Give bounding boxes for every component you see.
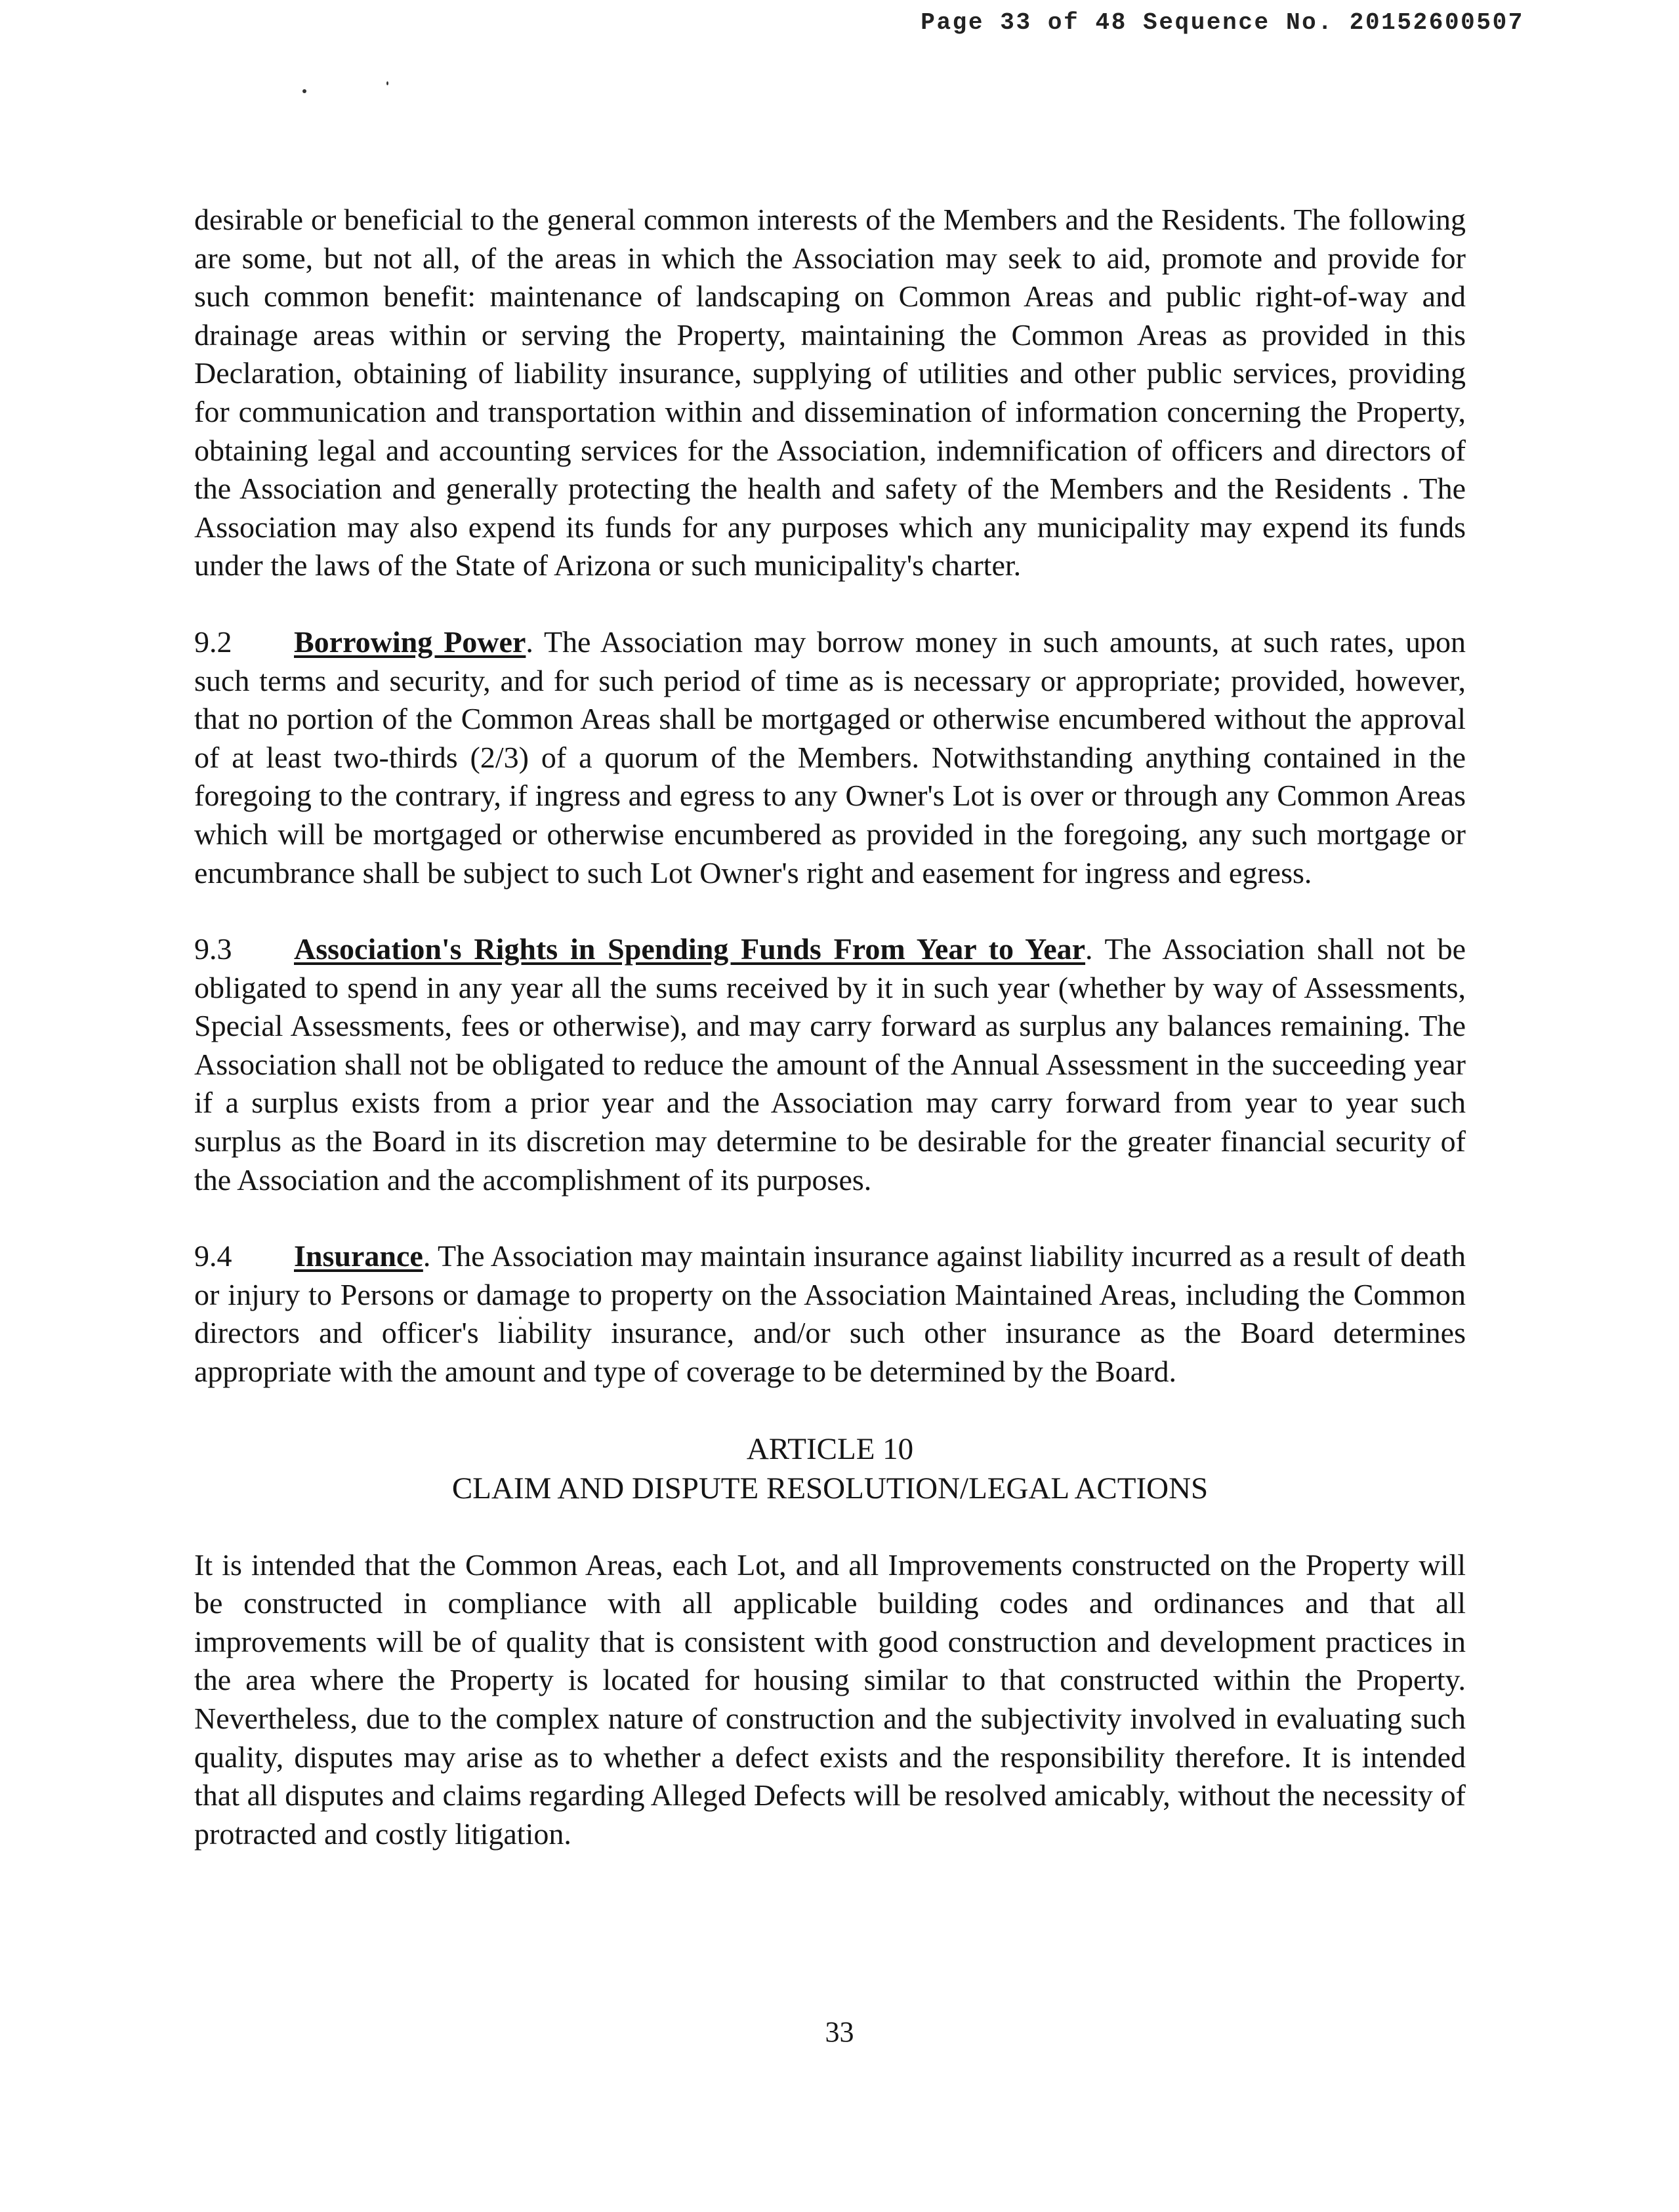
- scan-speck: [302, 89, 306, 93]
- continuation-paragraph: desirable or beneficial to the general common interests of the Members and the Residents. The following are some, but not all, of the areas in which the Association may seek to aid, promote and provide for such common benefit: maintenance of landscaping on Common Areas and public right-of-way and drainage areas within or serving the Property, maintaining the Common Areas as provided in this Declaration, obtaining of liability insurance, supplying of utilities and other public services, providing for communication and transportation within and dissemination of information concerning the Property, obtaining legal and accounting services for the Association, indemnification of officers and directors of the Association and generally protecting the health and safety of the Members and the Residents . The Association may also expend its funds for any purposes which any municipality may expend its funds under the laws of the State of Arizona or such municipality's charter.: [194, 203, 1466, 583]
- section-number: 9.2: [194, 625, 232, 659]
- section-title: Insurance: [294, 1239, 423, 1273]
- section-text: . The Association may borrow money in such amounts, at such rates, upon such terms and security, and for such period of time as is necessary or appropriate; provided, however, that no portion of the Common Areas shall be mortgaged or otherwise encumbered without the approval of at least two-thirds (2/3) of a quorum of the Members. Notwithstanding anything contained in the foregoing to the contrary, if ingress and egress to any Owner's Lot is over or through any Common Areas which will be mortgaged or otherwise encumbered as provided in the foregoing, any such mortgage or encumbrance shall be subject to such Lot Owner's right and easement for ingress and egress.: [194, 625, 1466, 890]
- article-paragraph: It is intended that the Common Areas, each Lot, and all Improvements constructed on the Property will be constructed in compliance with all applicable building codes and ordinances and that all improvements will be of quality that is consistent with good construction and development practices in the area where the Property is located for housing similar to that constructed within the Property. Nevertheless, due to the complex nature of construction and the subjectivity involved in evaluating such quality, disputes may arise as to whether a defect exists and the responsibility therefore. It is intended that all disputes and claims regarding Alleged Defects will be resolved amicably, without the necessity of protracted and costly litigation.: [194, 1547, 1466, 1851]
- section-9-3: [194, 930, 1466, 1199]
- section-title: Association's Rights in Spending Funds From Year to Year: [294, 932, 1086, 966]
- page-number: 33: [825, 2016, 854, 2048]
- article-heading-block: [194, 1429, 1466, 1508]
- section-text: . The Association shall not be obligated to spend in any year all the sums received by it in such year (whether by way of Assessments, Special Assessments, fees or otherwise), and may carry forward as surplus any balances remaining. The Association shall not be obligated to reduce the amount of the Annual Assessment in the succeeding year if a surplus exists from a prior year and the Association may carry forward from year to year such surplus as the Board in its discretion may determine to be desirable for the greater financial security of the Association and the accomplishment of its purposes.: [194, 932, 1466, 1197]
- section-9-2: [194, 623, 1466, 892]
- section-title: Borrowing Power: [294, 625, 526, 659]
- section-number: 9.4: [194, 1239, 232, 1273]
- section-9-4: [194, 1237, 1466, 1391]
- document-body: [194, 201, 1466, 1853]
- section-text: . The Association may maintain insurance against liability incurred as a result of death or injury to Persons or damage to property on the Association Maintained Areas, including the Common directors and officer's liability insurance, and/or such other insurance as the Board determines appropriate with the amount and type of coverage to be determined by the Board.: [194, 1239, 1466, 1389]
- section-number: 9.3: [194, 932, 232, 966]
- article-title: CLAIM AND DISPUTE RESOLUTION/LEGAL ACTIONS: [451, 1471, 1209, 1505]
- scan-speck: [386, 81, 388, 85]
- article-number: ARTICLE 10: [746, 1431, 914, 1466]
- recording-header: Page 33 of 48 Sequence No. 20152600507: [921, 9, 1524, 36]
